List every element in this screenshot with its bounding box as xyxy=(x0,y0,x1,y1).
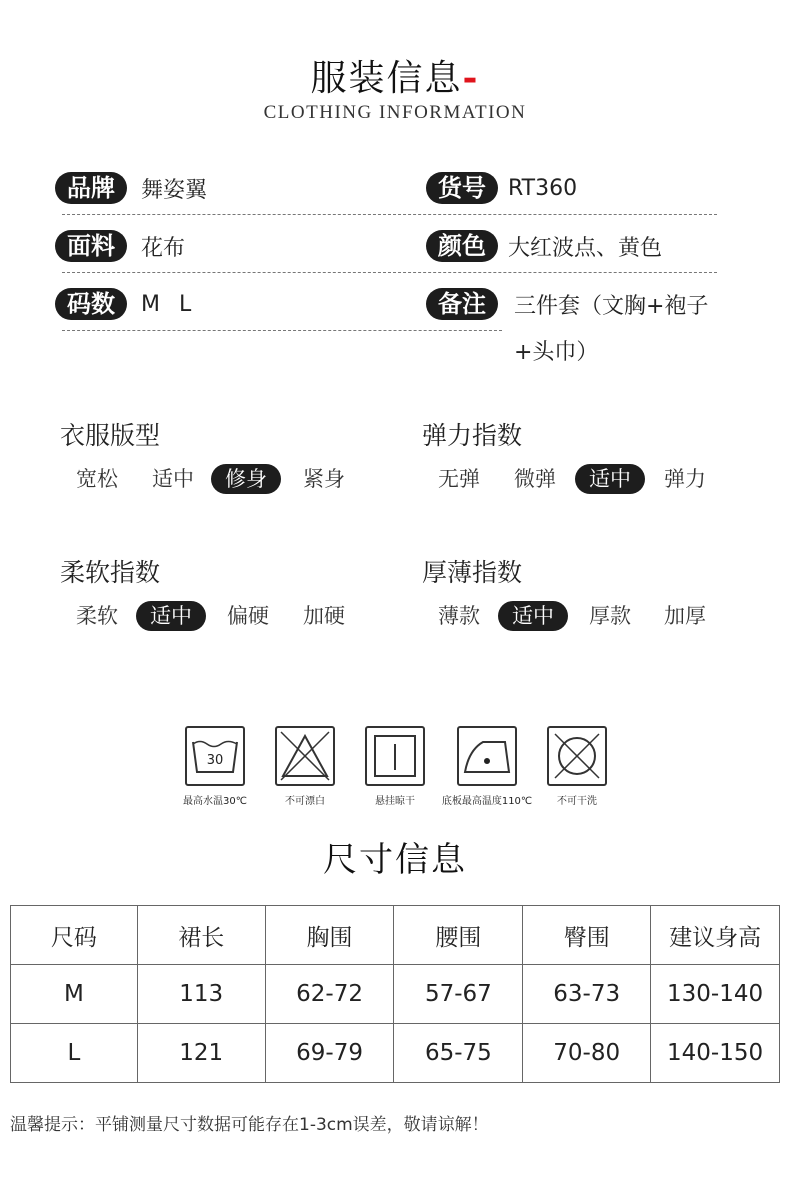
care-label: 不可漂白 xyxy=(285,796,325,807)
header-cell: 胸围 xyxy=(265,906,394,965)
brand-value: 舞姿翼 xyxy=(141,177,208,203)
remark-value-line2: +头巾） xyxy=(514,340,599,365)
table-cell: 63-73 xyxy=(523,965,651,1024)
table-header-row xyxy=(11,906,780,965)
fabric-value: 花布 xyxy=(141,235,186,261)
wash-temp: 30 xyxy=(206,753,224,768)
care-label: 悬挂晾干 xyxy=(375,796,415,807)
table-row xyxy=(11,1024,780,1083)
wash-30-icon xyxy=(185,726,245,786)
soft-option: 柔软 xyxy=(76,604,118,628)
page-title: 服装信息- xyxy=(310,57,480,99)
thickness-option-selected: 适中 xyxy=(498,601,568,631)
thickness-option: 加厚 xyxy=(664,604,706,628)
soft-option: 偏硬 xyxy=(227,604,269,628)
divider xyxy=(62,214,717,215)
measurement-note: 温馨提示：平铺测量尺寸数据可能存在1-3cm误差，敬请谅解！ xyxy=(10,1115,489,1135)
fabric-label: 面料 xyxy=(55,230,127,262)
info-fabric xyxy=(55,230,185,262)
table-cell: 113 xyxy=(137,965,265,1024)
table-cell: 57-67 xyxy=(394,965,523,1024)
color-value: 大红波点、黄色 xyxy=(508,235,663,261)
size-label: 码数 xyxy=(55,288,127,320)
info-size xyxy=(55,288,197,320)
fit-option: 宽松 xyxy=(76,467,118,491)
fit-option: 适中 xyxy=(152,467,194,491)
size-value: M L xyxy=(141,291,198,317)
page-subtitle: CLOTHING INFORMATION xyxy=(263,102,527,123)
soft-option: 加硬 xyxy=(303,604,345,628)
divider xyxy=(62,330,502,331)
elastic-option-selected: 适中 xyxy=(575,464,645,494)
item-no-label: 货号 xyxy=(426,172,498,204)
elastic-title: 弹力指数 xyxy=(422,421,523,450)
table-row xyxy=(11,965,780,1024)
no-dryclean-icon xyxy=(547,726,607,786)
thickness-option: 厚款 xyxy=(589,604,631,628)
info-item-no xyxy=(426,172,577,204)
soft-option-selected: 适中 xyxy=(136,601,206,631)
iron-110-icon xyxy=(457,726,517,786)
table-cell: 65-75 xyxy=(394,1024,523,1083)
header-cell: 建议身高 xyxy=(651,906,780,965)
divider xyxy=(62,272,717,273)
fit-option-selected: 修身 xyxy=(211,464,281,494)
table-cell: L xyxy=(11,1024,138,1083)
table-cell: 69-79 xyxy=(265,1024,394,1083)
size-table xyxy=(10,905,780,1083)
remark-label: 备注 xyxy=(426,288,498,320)
header-cell: 裙长 xyxy=(137,906,265,965)
thickness-title: 厚薄指数 xyxy=(422,558,523,587)
care-iron xyxy=(437,726,537,807)
item-no-value: RT360 xyxy=(508,175,578,201)
elastic-option: 无弹 xyxy=(438,467,480,491)
elastic-option: 微弹 xyxy=(514,467,556,491)
care-no-bleach xyxy=(255,726,355,807)
care-label: 底板最高温度110℃ xyxy=(441,796,533,807)
remark-value: 三件套（文胸+袍子 xyxy=(514,293,709,319)
no-bleach-icon xyxy=(275,726,335,786)
care-label: 最高水温30℃ xyxy=(183,796,247,807)
title-accent: - xyxy=(462,57,480,99)
elastic-option: 弹力 xyxy=(664,467,706,491)
soft-title: 柔软指数 xyxy=(60,558,161,587)
table-cell: 140-150 xyxy=(651,1024,780,1083)
fit-option: 紧身 xyxy=(303,467,345,491)
fit-title: 衣服版型 xyxy=(60,421,161,450)
color-label: 颜色 xyxy=(426,230,498,262)
header-cell: 尺码 xyxy=(11,906,138,965)
info-brand xyxy=(55,172,207,204)
table-cell: 62-72 xyxy=(265,965,394,1024)
table-cell: 70-80 xyxy=(523,1024,651,1083)
table-cell: 130-140 xyxy=(651,965,780,1024)
care-no-dryclean xyxy=(527,726,627,807)
table-cell: 121 xyxy=(137,1024,265,1083)
thickness-option: 薄款 xyxy=(438,604,480,628)
header-cell: 腰围 xyxy=(394,906,523,965)
size-section-title: 尺寸信息 xyxy=(323,840,467,880)
info-color xyxy=(426,230,662,262)
care-wash xyxy=(165,726,265,807)
care-hang-dry xyxy=(345,726,445,807)
hang-dry-icon xyxy=(365,726,425,786)
info-remark xyxy=(426,288,708,320)
care-label: 不可干洗 xyxy=(557,796,597,807)
brand-label: 品牌 xyxy=(55,172,127,204)
table-cell: M xyxy=(11,965,138,1024)
header-cell: 臀围 xyxy=(523,906,651,965)
